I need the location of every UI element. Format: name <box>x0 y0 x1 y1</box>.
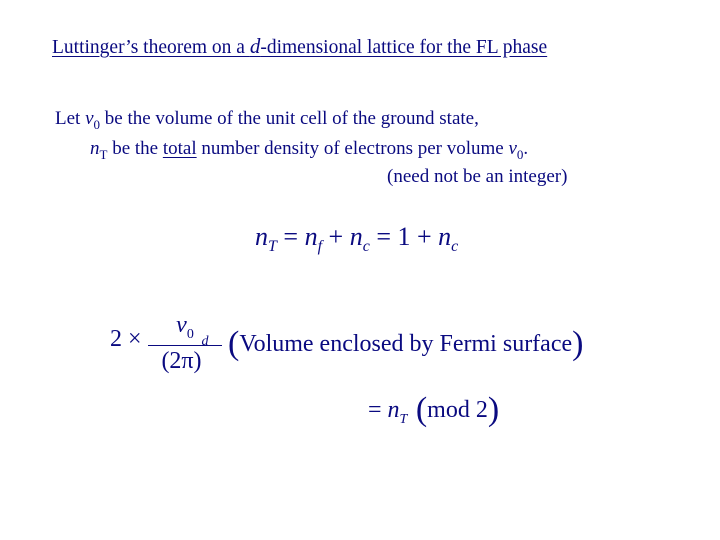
text: Let <box>55 108 86 129</box>
text: be the <box>107 138 163 159</box>
eq-op: + <box>322 222 350 251</box>
var-v: v <box>85 108 94 129</box>
paren: ) <box>487 391 500 428</box>
eq-op: = <box>276 222 305 251</box>
subscript: 0 <box>516 146 524 162</box>
equation-luttinger <box>110 312 630 382</box>
title-text-post: -dimensional lattice for the FL phase <box>260 37 548 58</box>
text: number density of electrons per volume <box>196 138 509 159</box>
paragraph-line-3: (need not be an integer) <box>387 166 568 187</box>
eq-var: n <box>304 222 318 251</box>
eq-var: n <box>438 222 452 251</box>
eq-op: = <box>368 397 388 423</box>
text: be the volume of the unit cell of the ground state, <box>100 108 479 129</box>
equation-density <box>255 222 459 255</box>
eq-text: Volume enclosed by Fermi surface <box>239 331 573 357</box>
eq-volume-term <box>228 322 583 360</box>
eq-sub: T <box>268 238 277 255</box>
eq-sub: c <box>362 238 370 255</box>
eq-op: = 1 + <box>369 222 439 251</box>
eq-var: n <box>255 222 268 251</box>
eq-den-text: (2π) <box>161 347 202 374</box>
eq-numerator <box>144 312 226 343</box>
eq-coefficient: 2 × <box>110 326 142 352</box>
eq-sub: T <box>399 411 408 427</box>
eq-text: mod 2 <box>427 397 488 423</box>
eq-var: n <box>387 397 400 423</box>
underlined-word: total <box>162 138 197 159</box>
eq-fraction <box>144 312 226 375</box>
var-v: v <box>508 138 517 159</box>
paren: ( <box>228 325 240 362</box>
eq-var: v <box>176 312 187 338</box>
eq-denominator <box>144 333 226 375</box>
eq-sub: f <box>317 238 323 255</box>
title-variable: d <box>249 34 261 58</box>
eq-sub: c <box>451 238 459 255</box>
paragraph-line-1 <box>55 108 479 133</box>
fraction-bar <box>148 345 222 346</box>
title-text-pre: Luttinger’s theorem on a <box>52 37 250 58</box>
eq-sup: d <box>201 333 209 349</box>
eq-sub: 0 <box>186 326 194 342</box>
subscript: 0 <box>93 116 101 132</box>
var-n: n <box>90 138 100 159</box>
equation-mod <box>368 388 499 428</box>
paren: ( <box>407 391 428 428</box>
subscript: T <box>99 146 108 162</box>
paren: ) <box>572 325 584 362</box>
eq-var: n <box>349 222 363 251</box>
paragraph-line-2 <box>90 138 528 163</box>
text: . <box>523 138 529 159</box>
slide-title <box>52 34 547 59</box>
